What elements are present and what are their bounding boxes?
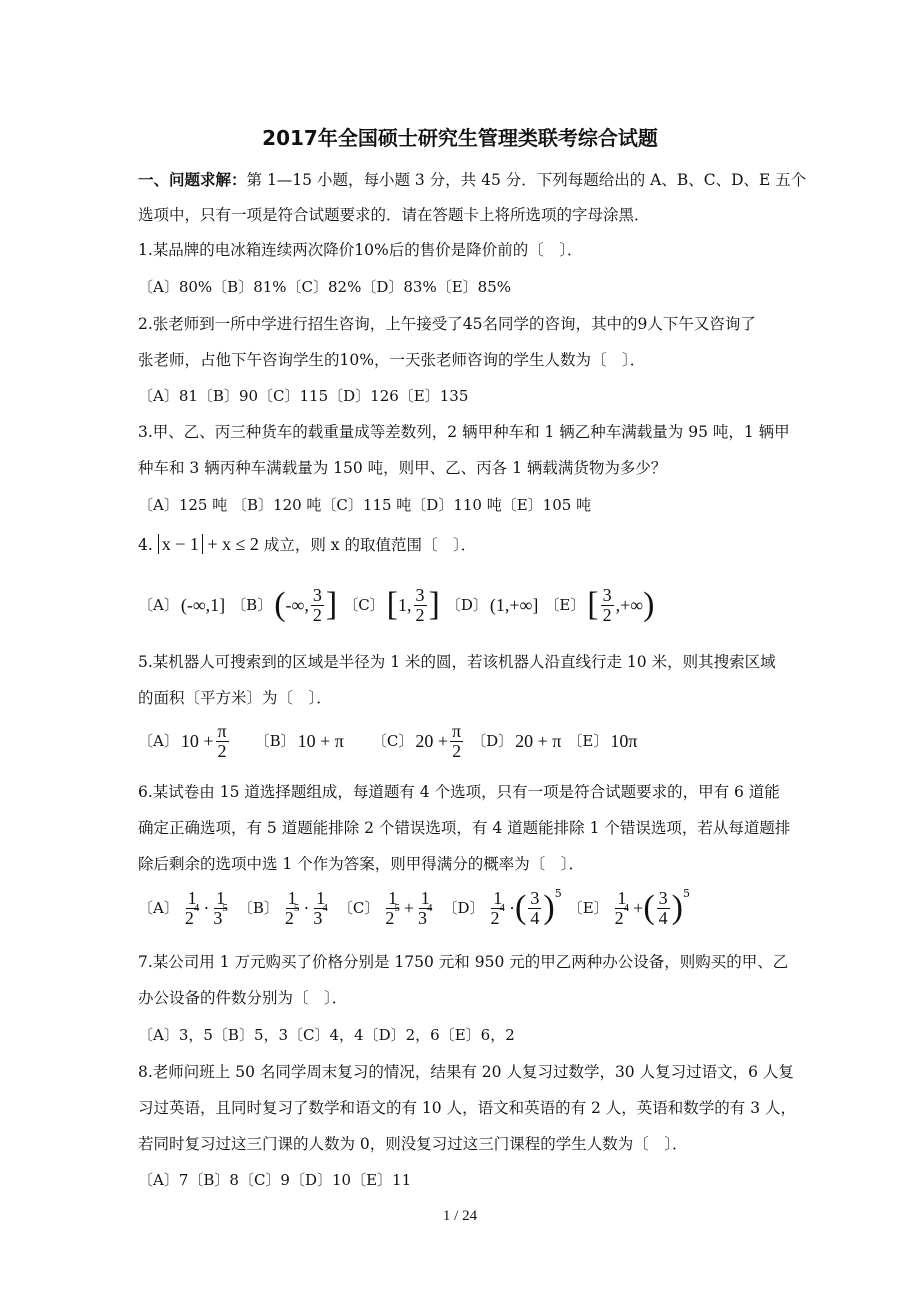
q6-stem-3: 除后剩余的选项中选 1 个作为答案，则甲得满分的概率为〔 〕．	[138, 855, 584, 873]
q6-opt-e-value: $\frac{1}{2^4}$ + ( $\frac{3}{4}$ ) 5	[614, 887, 690, 928]
q4-opt-b-value: ( -∞, $\frac{3}{2}$ ]	[274, 584, 338, 625]
q6-opt-b-label: 〔B〕	[237, 899, 279, 917]
q6-opt-a-value: $\frac{1}{2^4}$ · $\frac{1}{3^5}$	[184, 887, 228, 928]
q8-stem-1: 8.老师问班上 50 名同学周末复习的情况，结果有 20 人复习过数学，30 人复习过语文，6 人复	[138, 1063, 794, 1081]
q7-stem-1: 7.某公司用 1 万元购买了价格分别是 1750 元和 950 元的甲乙两种办公设备，则购买的甲、乙	[138, 953, 789, 971]
q5-opt-a-label: 〔A〕	[138, 732, 179, 750]
q8-stem-3: 若同时复习过这三门课的人数为 0，则没复习过这三门课程的学生人数为〔 〕．	[138, 1135, 688, 1153]
q3-stem-1: 3.甲、乙、丙三种货车的载重量成等差数列，2 辆甲种车和 1 辆乙种车满载量为 95 吨，1 辆甲	[138, 423, 790, 441]
q4-number: 4.	[138, 536, 153, 554]
q7-options: 〔A〕3，5〔B〕5，3〔C〕4，4〔D〕2，6〔E〕6，2	[138, 1026, 515, 1044]
q6-opt-d-value: $\frac{1}{2^4}$ · ( $\frac{3}{4}$ ) 5	[490, 887, 562, 928]
q5-opt-b-label: 〔B〕	[254, 732, 296, 750]
q4-stem	[138, 532, 798, 557]
q3-options: 〔A〕125 吨 〔B〕120 吨〔C〕115 吨〔D〕110 吨〔E〕105 吨	[138, 496, 592, 514]
q4-opt-d-label: 〔D〕	[445, 596, 488, 614]
q6-opt-e-label: 〔E〕	[567, 899, 609, 917]
q4-opt-c-value: [ 1, $\frac{3}{2}$ ]	[386, 584, 440, 625]
q5-stem-2: 的面积〔平方米〕为〔 〕．	[138, 689, 332, 707]
q6-opt-c-label: 〔C〕	[337, 899, 380, 917]
q1-options: 〔A〕80%〔B〕81%〔C〕82%〔D〕83%〔E〕85%	[138, 278, 512, 296]
q5-opt-e-label: 〔E〕	[567, 732, 609, 750]
q6-options	[138, 882, 798, 934]
q4-ineq-rest: + x ≤ 2	[202, 534, 259, 554]
page-number: 1 / 24	[442, 1208, 478, 1224]
q6-opt-d-label: 〔D〕	[442, 899, 485, 917]
q4-opt-e-label: 〔E〕	[544, 596, 586, 614]
q4-opt-b-label: 〔B〕	[231, 596, 273, 614]
q6-opt-b-value: $\frac{1}{2^5}$ · $\frac{1}{3^4}$	[284, 887, 328, 928]
q6-stem-2: 确定正确选项，有 5 道题能排除 2 个错误选项，有 4 道题能排除 1 个错误选项，若从每道题排	[138, 819, 791, 837]
q4-opt-a-value: (-∞,1]	[180, 595, 226, 615]
section-text-2: 选项中，只有一项是符合试题要求的．请在答题卡上将所选项的字母涂黑．	[138, 206, 650, 224]
q5-opt-c-value: 20 + $\frac{\pi}{2}$	[415, 720, 462, 761]
q1-stem: 1.某品牌的电冰箱连续两次降价10%后的售价是降价前的〔 〕．	[138, 241, 583, 259]
q5-options	[138, 718, 798, 764]
q8-options: 〔A〕7〔B〕8〔C〕9〔D〕10〔E〕11	[138, 1171, 412, 1189]
q4-opt-d-value: (1,+∞]	[489, 595, 539, 615]
q4-opt-a-label: 〔A〕	[138, 596, 179, 614]
section-text-1: 第 1—15 小题，每小题 3 分，共 45 分．下列每题给出的 A、B、C、D、E 五个	[246, 171, 807, 189]
q6-stem-1: 6.某试卷由 15 道选择题组成，每道题有 4 个选项，只有一项是符合试题要求的，甲有 6 道能	[138, 783, 780, 801]
q2-stem-2: 张老师，占他下午咨询学生的10%，一天张老师咨询的学生人数为〔 〕．	[138, 351, 646, 369]
q6-opt-a-label: 〔A〕	[138, 899, 179, 917]
q5-stem-1: 5.某机器人可搜索到的区域是半径为 1 米的圆，若该机器人沿直线行走 10 米，则其搜索区域	[138, 653, 776, 671]
q4-opt-e-value: [ $\frac{3}{2}$ ,+∞ )	[587, 584, 655, 625]
q2-stem-1: 2.张老师到一所中学进行招生咨询，上午接受了45名同学的咨询，其中的9人下午又咨询了	[138, 315, 756, 333]
section-line-1	[138, 168, 807, 192]
q5-opt-d-label: 〔D〕	[471, 732, 514, 750]
q5-opt-e-value: 10π	[610, 731, 638, 751]
q5-opt-d-value: 20 + π	[515, 731, 562, 751]
section-heading: 一、问题求解：	[138, 171, 247, 189]
page-title: 2017年全国硕士研究生管理类联考综合试题	[262, 126, 658, 150]
q4-stem-tail: 成立，则 x 的取值范围〔 〕．	[263, 536, 477, 554]
q5-opt-b-value: 10 + π	[297, 731, 344, 751]
q5-opt-a-value: 10 + $\frac{\pi}{2}$	[180, 720, 227, 761]
q2-options: 〔A〕81〔B〕90〔C〕115〔D〕126〔E〕135	[138, 387, 469, 405]
q4-inequality	[158, 534, 259, 554]
q7-stem-2: 办公设备的件数分别为〔 〕．	[138, 989, 348, 1007]
q5-opt-c-label: 〔C〕	[371, 732, 414, 750]
q4-opt-c-label: 〔C〕	[343, 596, 385, 614]
q8-stem-2: 习过英语，且同时复习了数学和语文的有 10 人，语文和英语的有 2 人，英语和数学的有 3 人，	[138, 1099, 797, 1117]
q4-abs: x − 1	[158, 534, 203, 554]
q3-stem-2: 种车和 3 辆丙种车满载量为 150 吨，则甲、乙、丙各 1 辆载满货物为多少？	[138, 459, 667, 477]
q4-options	[138, 580, 798, 630]
q6-opt-c-value: $\frac{1}{2^5}$ + $\frac{1}{3^4}$	[385, 887, 433, 928]
